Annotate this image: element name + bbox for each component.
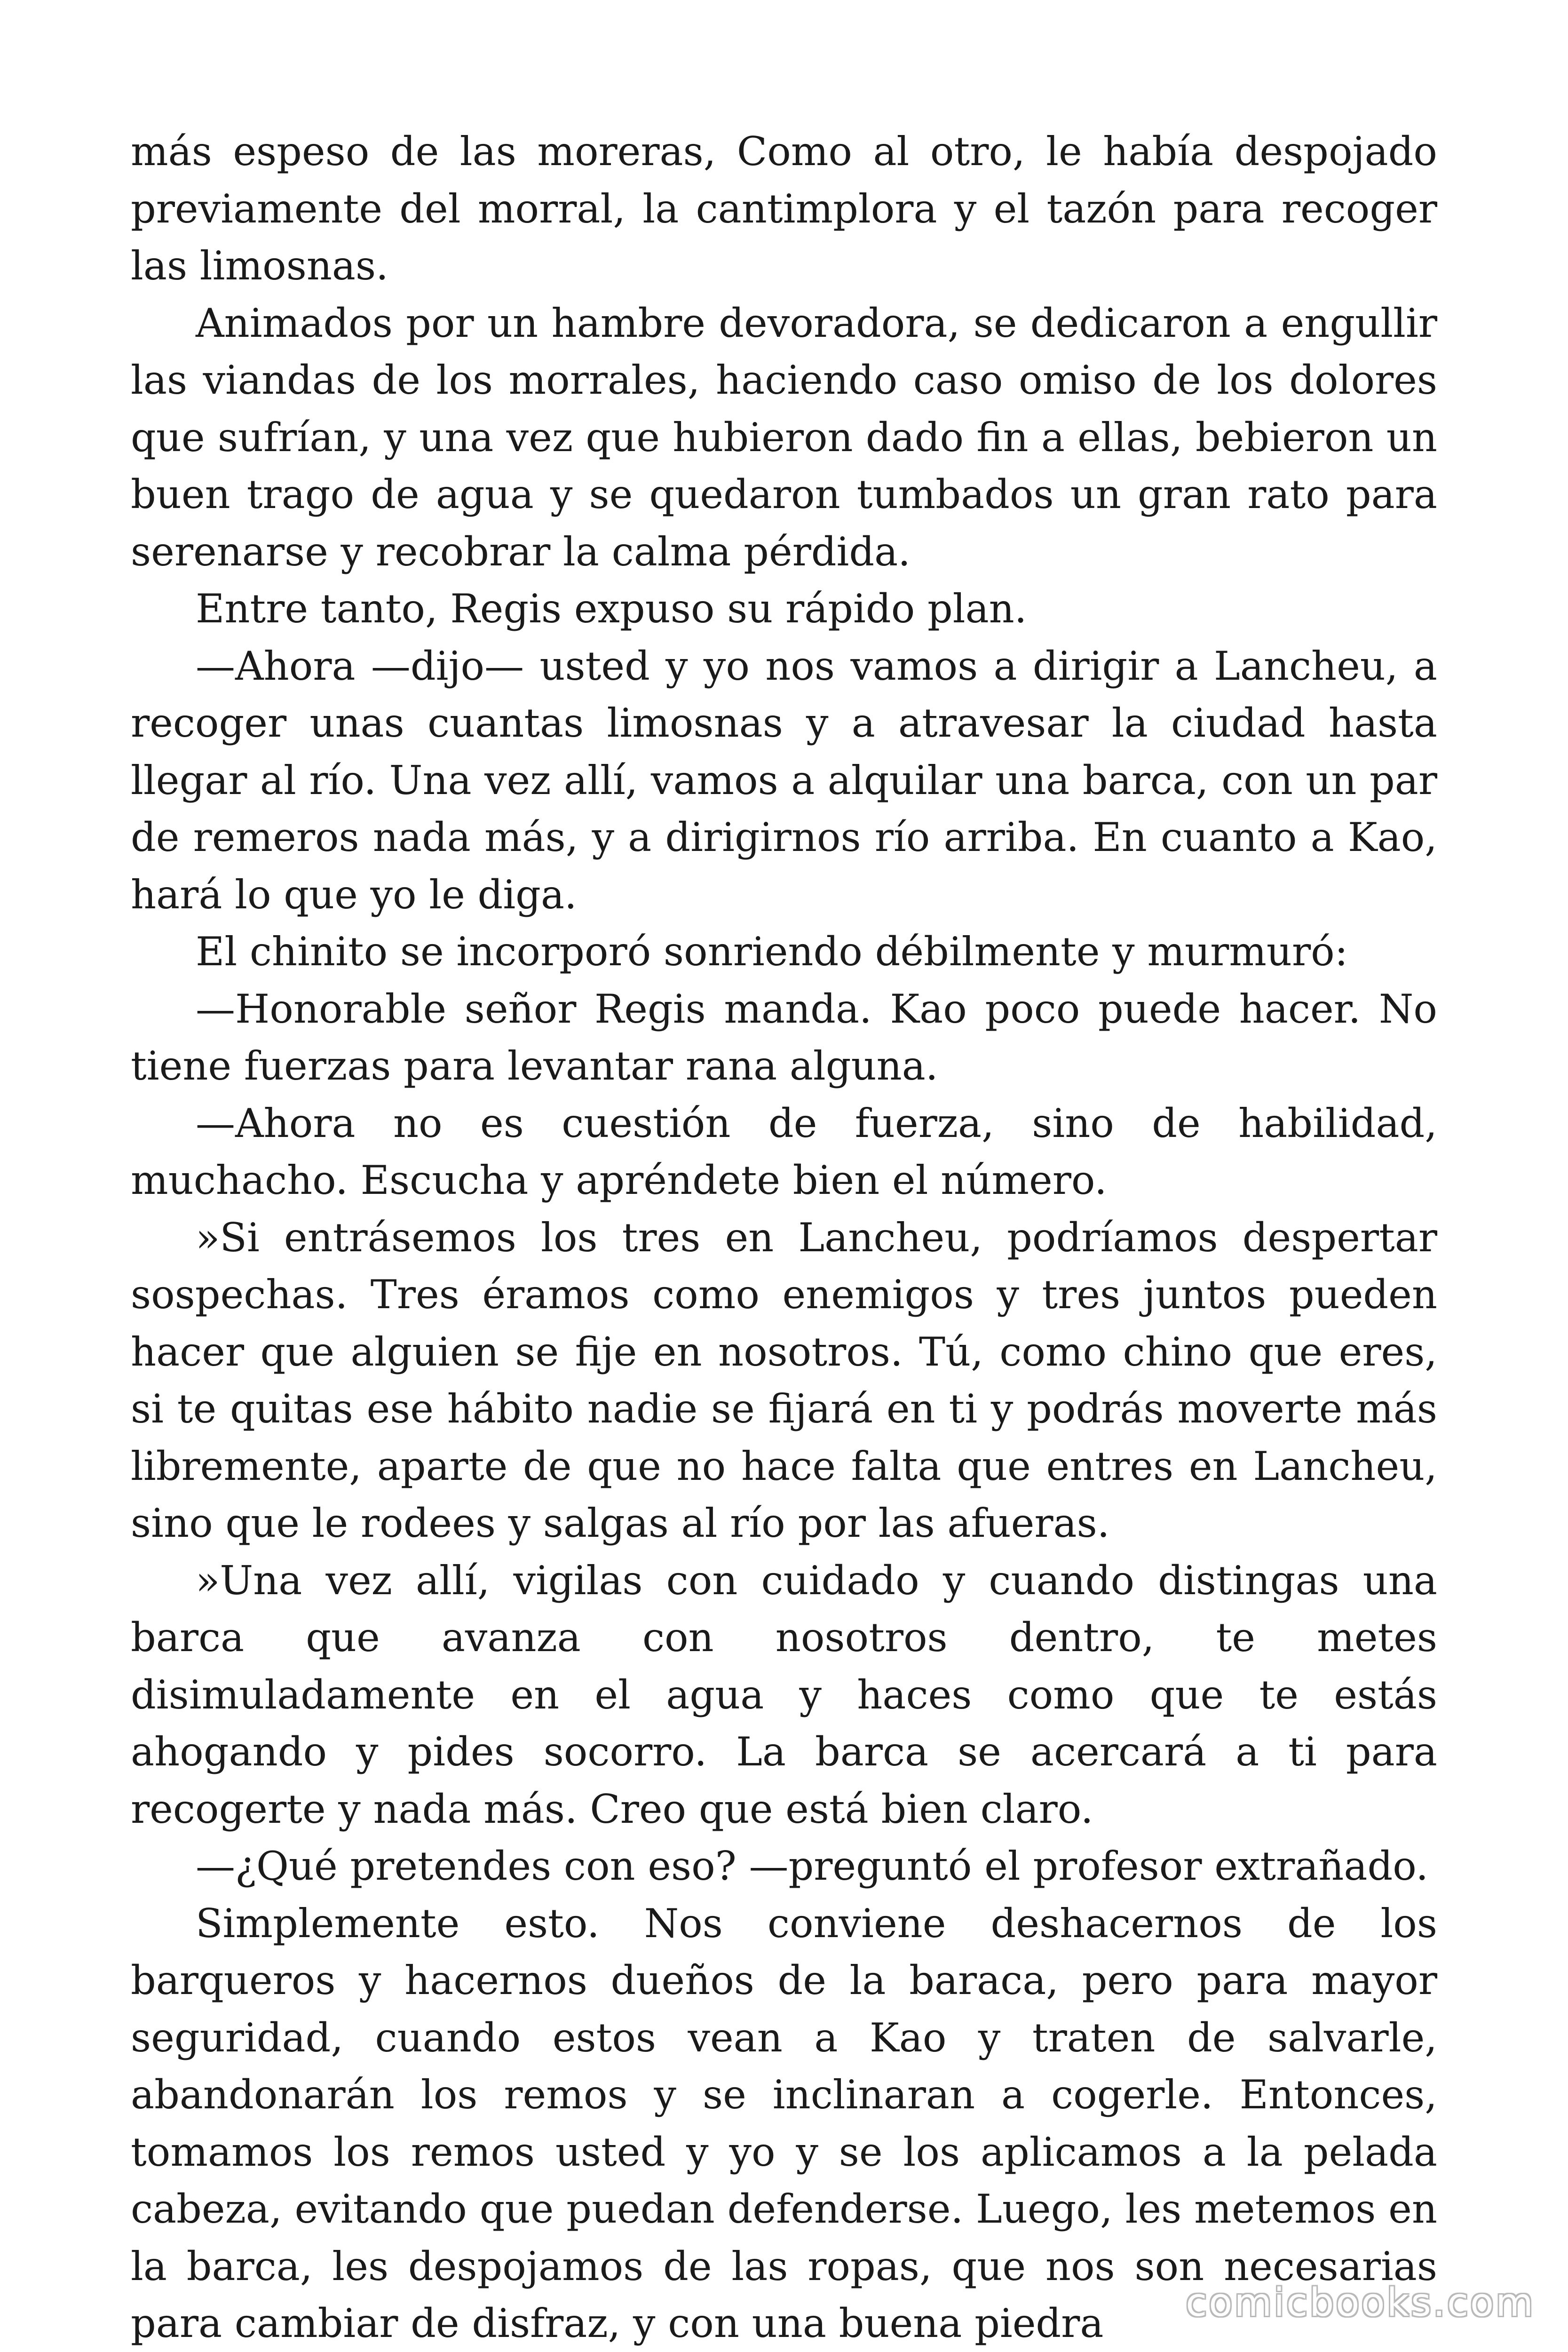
paragraph-2: Animados por un hambre devoradora, se dedicaron a engullir las viandas de los morrales, haciendo caso omiso de los dolores que sufrían, y una vez que hubieron dado fin a ellas, bebieron un buen trago de agua y se quedaron tumbados un gran rato para serenarse y recobrar la calma pérdida. (131, 300, 1437, 575)
paragraph-5: El chinito se incorporó sonriendo débilmente y murmuró: (196, 929, 1348, 975)
paragraph-3: Entre tanto, Regis expuso su rápido plan. (196, 586, 1027, 632)
paragraph-11: Simplemente esto. Nos conviene deshacernos de los barqueros y hacernos dueños de la baraca, pero para mayor seguridad, cuando estos vean a Kao y traten de salvarle, abandonarán los remos y se inclinaran a cogerle. Entonces, tomamos los remos usted y yo y se los aplicamos a la pelada cabeza, evitando que puedan defenderse. Luego, les metemos en la barca, les despojamos de las ropas, que nos son necesarias para cambiar de disfraz, y con una buena piedra (131, 1900, 1437, 2346)
paragraph-10: —¿Qué pretendes con eso? —preguntó el profesor extrañado. (196, 1843, 1429, 1889)
paragraph-1: más espeso de las moreras, Como al otro, le había despojado previamente del morral, la cantimplora y el tazón para recoger las limosnas. (131, 128, 1437, 289)
paragraph-8: »Si entrásemos los tres en Lancheu, podríamos despertar sospechas. Tres éramos como enemigos y tres juntos pueden hacer que alguien se fije en nosotros. Tú, como chino que eres, si te quitas ese hábito nadie se fijará en ti y podrás moverte más libremente, aparte de que no hace falta que entres en Lancheu, sino que le rodees y salgas al río por las afueras. (131, 1214, 1437, 1546)
body-text (131, 123, 1437, 2352)
paragraph-6: —Honorable señor Regis manda. Kao poco puede hacer. No tiene fuerzas para levantar rana alguna. (131, 985, 1437, 1089)
paragraph-9: »Una vez allí, vigilas con cuidado y cuando distingas una barca que avanza con nosotros dentro, te metes disimuladamente en el agua y haces como que te estás ahogando y pides socorro. La barca se acercará a ti para recogerte y nada más. Creo que está bien claro. (131, 1557, 1437, 1832)
paragraph-7: —Ahora no es cuestión de fuerza, sino de habilidad, muchacho. Escucha y apréndete bien el número. (131, 1100, 1437, 1203)
watermark-text: comicbooks.com (1186, 2280, 1535, 2325)
paragraph-4: —Ahora —dijo— usted y yo nos vamos a dirigir a Lancheu, a recoger unas cuantas limosnas y a atravesar la ciudad hasta llegar al río. Una vez allí, vamos a alquilar una barca, con un par de remeros nada más, y a dirigirnos río arriba. En cuanto a Kao, hará lo que yo le diga. (131, 643, 1437, 918)
